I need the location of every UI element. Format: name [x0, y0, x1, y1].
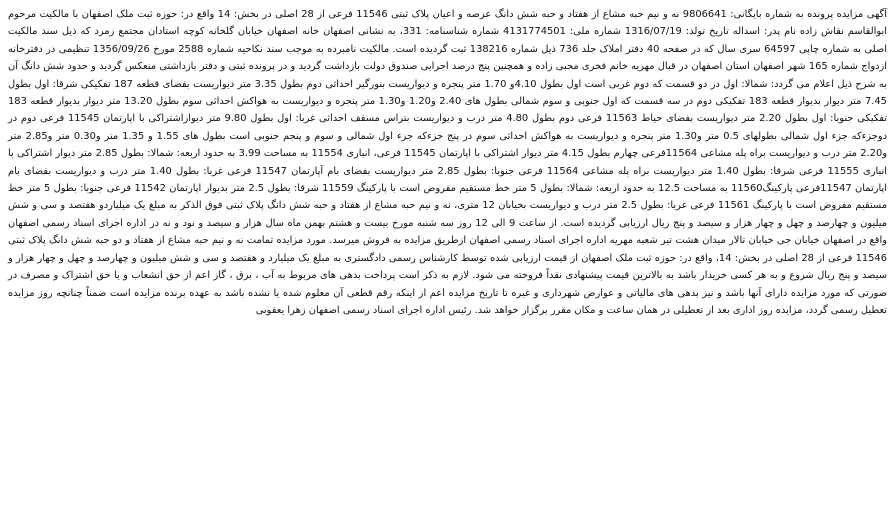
notice-paragraph: آگهی مزایده پرونده به شماره بایگانی: 9806641 نه و نیم حبه مشاع از هفتاد و حبه شش دانگ عرصه و اعیان پلاک ثبتی 11546 فرعی از 28 اصلی در بخش: 14 واقع در: حوزه ثبت ملک اصفهان با مالکیت مرحوم ابوالقاسم نقاش زاده نام پدر: اسداله تاریخ تولد: 1316/07/19 شماره ملی: 4131774501 شماره شناسنامه: 331، به نشانی اصفهان خانه اصفهان خیابان گلخانه کوچه استادان مجتمع زمرد که ذیل سند مالکیت اصلی به شماره چاپی 64597 سری سال که در صفحه 40 دفتر املاک جلد 736 ذیل شماره 138216 ثبت گردیده است. مالکیت نامبرده به موجب سند نکاحیه شماره 2588 مورخ 1356/09/26 تنظیمی در دفترخانه ازدواج شماره 165 شهر اصفهان استان اصفهان در قبال مهریه خانم فخری محبی زاده و همچنین پنج درصد اجرایی صندوق دولت بازداشت گردید و در پرونده ثبتی و دفتر بازداشتی منعکس گردید و حدود شش دانگ آن به شرح ذیل اعلام می گردد: شمالا: اول در دو قسمت که دوم غربی است اول بطول 4.10و 1.70 متر پنجره و دیواریست بنورگیر احداثی دوم بطول 3.35 متر دیواریست بفضای قطعه 187 تفکیکی شرقا: اول بطول 7.45 متر دیوار بدیوار قطعه 183 تفکیکی دوم در سه قسمت که اول جنوبی و سوم شمالی بطول های 2.40 و1.20 و1.30 متر پنجره و دیواریست به هواکش احداثی سوم بطول 13.20 متر دیوار بدیوار قطعه 183 تفکیکی جنوبا: اول بطول 2.20 متر دیواریست بفضای حیاط 11563 فرعی دوم بطول 4.80 متر درب و دیواریست بتراس مسقف احداثی غربا: اول بطول 9.80 متر دیواراشتراکی با اپارتمان 11545 فرعی دوم در دوجزءکه جزء اول شمالی بطولهای 0.5 متر و1.30 متر پنجره و دیواریست به هواکش احداثی سوم در پنج جزءکه جزء اول شمالی و سوم و پنجم جنوبی است بطول های 1.55 و 1.35 متر و0.30 متر و2.85 متر و2.20 متر درب و دیواریست براه پله مشاعی 11564فرعی چهارم بطول 4.15 متر دیوار اشتراکی با اپارتمان 11545 فرعی، انباری 11554 به مساحت 3.99 به حدود اربعه: شمالا: بطول 2.85 متر دیوار اشتراکی با انباری 11555 فرعی شرقا: بطول 1.40 متر دیواریست براه پله مشاعی 11564 فرعی جنوبا: بطول 2.85 متر دیواریست بفضای بام آپارتمان 11547 فرعی غربا: بطول 1.40 متر درب و دیواریست بفضای بام اپارتمان 11547فرعی پارکینگ11560 به مساحت 12.5 به حدود اربعه: شمالا: بطول 5 متر خط مستقیم مفروض است با پارکینگ 11559 شرقا: بطول 2.5 متر بدیوار اپارتمان 11542 فرعی جنوبا: بطول 5 متر خط مستقیم مفروض است با پارکینگ 11561 فرعی غربا: بطول 2.5 متر درب و دیواریست بخیابان 12 متری، نه و نیم حبه مشاع از هفتاد و حبه شش دانگ پلاک ثبتی فوق الذکر به مبلغ یک میلیاردو هفتصد و سی و شش میلیون و چهارصد و چهل و چهار هزار و سیصد و پنج ریال ارزیابی گردیده است. از ساعت 9 الی 12 روز سه شنبه مورخ بیست و هشتم بهمن ماه سال هزار و سیصد و نود و نه در اداره اجرای اسناد رسمی اصفهان واقع در اصفهان خیابان جی خیابان تالار میدان هشت تیر شعبه مهریه اداره اجرای اسناد رسمی اصفهان ازطریق مزایده به فروش میرسد. مورد مزایده تمامت نه و نیم حبه مشاع از هفتاد و دو حبه شش دانگ پلاک ثبتی 11546 فرعی از 28 اصلی در بخش: 14، واقع در: حوزه ثبت ملک اصفهان از قیمت ارزیابی شده توسط کارشناس رسمی دادگستری به مبلغ یک میلیارد و هفتصد و سی و شش میلیون و چهارصد و چهل و چهار هزار و سیصد و پنج ریال شروع و به هر کسی خریدار باشد به بالاترین قیمت پیشنهادی نقداً فروخته می شود. لازم به ذکر است پرداخت بدهی های مربوط به آب ، برق ، گاز اعم از حق انشعاب و یا حق اشتراک و مصرف در صورتی که مورد مزایده دارای آنها باشد و نیز بدهی های مالیاتی و عوارض شهرداری و غیره تا تاریخ مزایده اعم از اینکه رقم قطعی آن معلوم شده یا نشده باشد به عهده برنده مزایده است ضمناً چنانچه روز مزایده تعطیل رسمی گردد، مزایده روز اداری بعد از تعطیلی در همان ساعت و مکان مقرر برگزار خواهد شد. رئیس اداره اجرای اسناد رسمی اصفهان زهرا یعقوبی	[8, 9, 888, 316]
